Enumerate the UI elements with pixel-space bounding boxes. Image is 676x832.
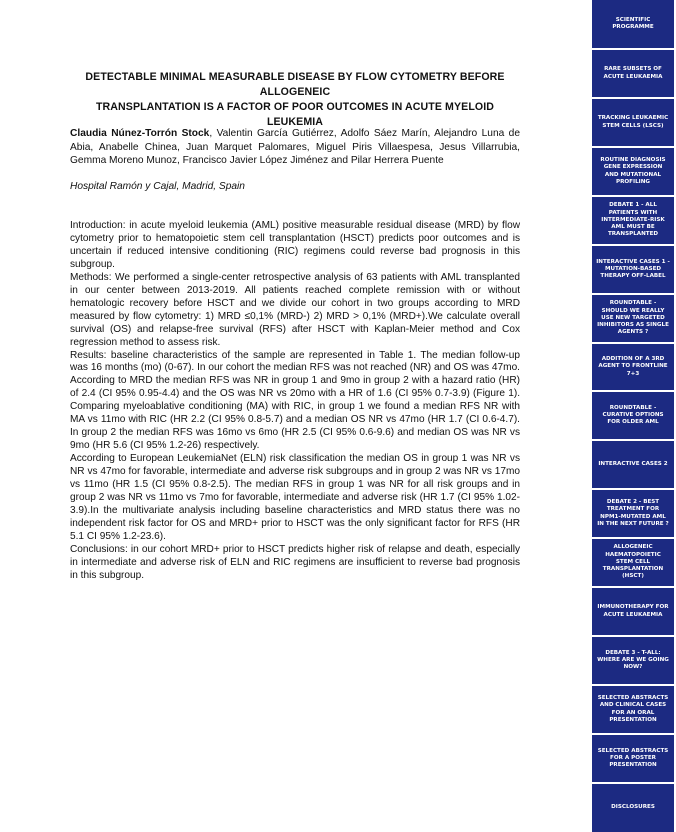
author-list [70,127,520,168]
sidebar-item-interactive-cases-2[interactable]: INTERACTIVE CASES 2 [592,441,674,488]
session-sidebar [592,0,676,832]
sidebar-item-disclosures[interactable]: DISCLOSURES [592,784,674,832]
sidebar-item-tracking-lsc[interactable]: TRACKING LEUKAEMIC STEM CELLS (LSCS) [592,99,674,146]
co-authors: , Valentin García Gutiérrez, Adolfo Sáez Marín, Alejandro Luna de Abia, Anabelle Chinea, Juan Marquet Palomares, Miguel Piris Villaespesa, Jesus Villarrubia, Gemma Moreno Munoz, Francisco Javier López Jiménez and Pilar Herrera Puente [70,128,520,166]
sidebar-item-roundtable-targeted-inhibitors[interactable]: ROUNDTABLE - SHOULD WE REALLY USE NEW TARGETED INHIBITORS AS SINGLE AGENTS ? [592,295,674,342]
sidebar-item-rare-subsets[interactable]: RARE SUBSETS OF ACUTE LEUKAEMIA [592,50,674,97]
abstract-body [70,220,520,583]
sidebar-item-immunotherapy[interactable]: IMMUNOTHERAPY FOR ACUTE LEUKAEMIA [592,588,674,635]
sidebar-item-scientific-programme[interactable]: SCIENTIFIC PROGRAMME [592,0,674,48]
sidebar-item-third-agent[interactable]: ADDITION OF A 3RD AGENT TO FRONTLINE 7+3 [592,344,674,390]
sidebar-item-routine-diagnosis[interactable]: ROUTINE DIAGNOSIS GENE EXPRESSION AND MUTATIONAL PROFILING [592,148,674,195]
title-line-1: DETECTABLE MINIMAL MEASURABLE DISEASE BY FLOW CYTOMETRY BEFORE ALLOGENEIC [85,71,505,98]
eln-results-paragraph: According to European LeukemiaNet (ELN) risk classification the median OS in group 1 was NR vs NR vs 47mo for favorable, intermediate and adverse risk subgroups and in group 2 was NR vs 17mo vs 11mo (HR 1.5 (CI 95% 0.8-2.5). The median RFS in group 1 was NR for all risk groups and in group 2 was NR vs 11mo vs 7mo for favorable, intermediate and adverse risk (HR 1.7 (CI 95% 1.02-3.9).In the multivariate analysis including baseline characteristics and MRD status there was no independent risk factor for OS and MRD+ prior to HSCT was the only significant factor for RFS (HR 5.1 CI 95% 1.2-23.6). [70,453,520,542]
methods-paragraph: Methods: We performed a single-center retrospective analysis of 63 patients with AML transplanted in our center between 2013-2019. All patients reached complete remission with or without hematologic recovery before HSCT and we divide our cohort in two groups according to MRD measured by flow cytometry: 1) MRD ≤0,1% (MRD-) 2) MRD > 0,1% (MRD+).We calculate overall survival (OS) and relapse-free survival (RFS) after HSCT with Kaplan-Meier method and Cox regression method to assess risk. [70,271,520,348]
introduction-paragraph: Introduction: in acute myeloid leukemia (AML) positive measurable residual disease (MRD) by flow cytometry prior to hematopoietic stem cell transplantation (HSCT) predicts poor outcomes and is uncertain if reduced intensive conditioning (RIC) regimens could reverse bad prognosis in this subgroup. [70,220,520,270]
sidebar-item-debate-1[interactable]: DEBATE 1 - ALL PATIENTS WITH INTERMEDIATE-RISK AML MUST BE TRANSPLANTED [592,197,674,244]
results-paragraph: Results: baseline characteristics of the sample are represented in Table 1. The median follow-up was 16 months (mo) (0-67). In our cohort the median RFS was not reached (NR) and OS was 47mo. According to MRD the median RFS was NR in group 1 and 9mo in group 2 with a hazard ratio (HR) of 2.4 (CI 95% 0.95-4.4) and the OS was NR vs 20mo with a HR of 1.6 (CI 95% 0.7-3.9) (Figure 1). Comparing myeloablative conditioning (MA) with RIC, in group 1 we found a median RFS NR with MA vs 11mo with RIC (HR 2.2 (CI 95% 0.8-5.7) and a median OS NR vs 47mo (HR 1.7 (CI 0.6-4.7). In group 2 the median RFS was 16mo vs 6mo (HR 2.5 (CI 95% 0.6-9.6) and median OS was NR vs 9mo (HR 5.6 (CI 95% 1.2-26) respectively. [70,349,520,452]
sidebar-item-poster-abstracts[interactable]: SELECTED ABSTRACTS FOR A POSTER PRESENTATION [592,735,674,782]
abstract-title [70,70,520,130]
conclusions-paragraph: Conclusions: in our cohort MRD+ prior to HSCT predicts higher risk of relapse and death, especially in intermediate and adverse risk of ELN and RIC regimens are insufficient to reverse bad prognosis in this subgroup. [70,543,520,581]
title-line-2: TRANSPLANTATION IS A FACTOR OF POOR OUTCOMES IN ACUTE MYELOID LEUKEMIA [95,101,495,128]
sidebar-item-allogeneic-hsct[interactable]: ALLOGENEIC HAEMATOPOIETIC STEM CELL TRANSPLANTATION (HSCT) [592,539,674,586]
sidebar-item-debate-3[interactable]: DEBATE 3 - T-ALL: WHERE ARE WE GOING NOW? [592,637,674,684]
affiliation: Hospital Ramón y Cajal, Madrid, Spain [70,181,245,192]
sidebar-item-roundtable-older-aml[interactable]: ROUNDTABLE - CURATIVE OPTIONS FOR OLDER AML [592,392,674,439]
sidebar-item-interactive-cases-1[interactable]: INTERACTIVE CASES 1 - MUTATION-BASED THERAPY OFF-LABEL [592,246,674,293]
sidebar-item-oral-abstracts[interactable]: SELECTED ABSTRACTS AND CLINICAL CASES FOR AN ORAL PRESENTATION [592,686,674,733]
sidebar-item-debate-2[interactable]: DEBATE 2 - BEST TREATMENT FOR NPM1-MUTATED AML IN THE NEXT FUTURE ? [592,490,674,537]
first-author: Claudia Núnez-Torrón Stock [70,128,210,139]
